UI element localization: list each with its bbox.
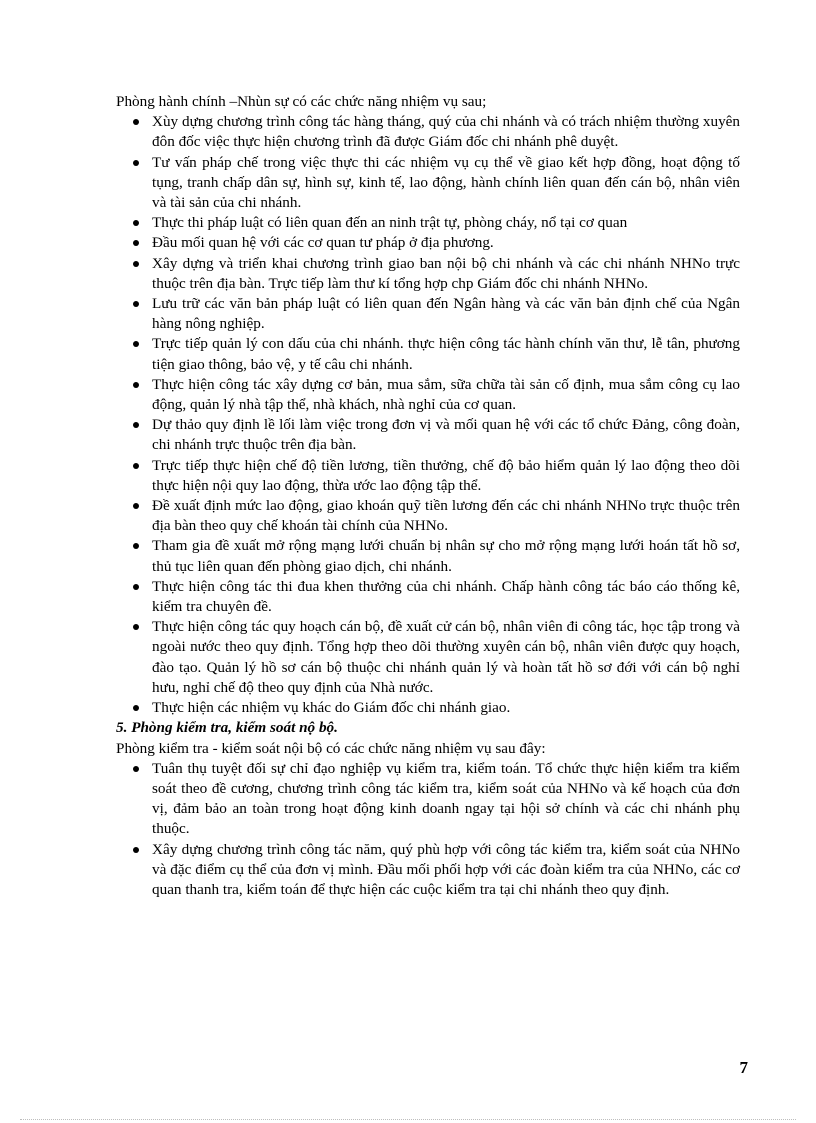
list-item: Xây dựng và triển khai chương trình giao ban nội bộ chi nhánh và các chi nhánh NHNo trực thuộc trên địa bàn. Trực tiếp làm thư kí tổng hợp chp Giám đốc chi nhánh NHNo. xyxy=(152,254,740,294)
list-item: Xùy dựng chương trình công tác hàng tháng, quý của chi nhánh và có trách nhiệm thường xuyên đôn đốc việc thực hiện chương trình đã được Giám đốc chi nhánh phê duyệt. xyxy=(152,112,740,152)
section-intro: Phòng hành chính –Nhùn sự có các chức năng nhiệm vụ sau; xyxy=(116,93,487,110)
list-item: Dự thảo quy định lề lối làm việc trong đơn vị và mối quan hệ với các tổ chức Đảng, công đoàn, chi nhánh trực thuộc trên địa bàn. xyxy=(152,415,740,455)
list-item: Thực thi pháp luật có liên quan đến an ninh trật tự, phòng cháy, nổ tại cơ quan xyxy=(152,213,740,233)
list-item: Trực tiếp quản lý con dấu của chi nhánh. thực hiện công tác hành chính văn thư, lễ tân, phương tiện giao thông, bảo vệ, y tế câu chi nhánh. xyxy=(152,334,740,374)
section-heading: 5. Phòng kiểm tra, kiểm soát nộ bộ. xyxy=(116,719,338,737)
list-item: Thực hiện các nhiệm vụ khác do Giám đốc chi nhánh giao. xyxy=(152,698,740,718)
duties-list-admin xyxy=(116,112,740,718)
page-content xyxy=(116,92,740,900)
list-item: Lưu trữ các văn bản pháp luật có liên quan đến Ngân hàng và các văn bản định chế của Ngân hàng nông nghiệp. xyxy=(152,294,740,334)
list-item: Thực hiện công tác thi đua khen thưởng của chi nhánh. Chấp hành công tác báo cáo thống kê, kiểm tra chuyên đề. xyxy=(152,577,740,617)
list-item: Đề xuất định mức lao động, giao khoán quỹ tiền lương đến các chi nhánh NHNo trực thuộc trên địa bàn theo quy chế khoán tài chính của NHNo. xyxy=(152,496,740,536)
section-intro-2: Phòng kiểm tra - kiểm soát nội bộ có các chức năng nhiệm vụ sau đây: xyxy=(116,739,546,757)
list-item: Đầu mối quan hệ với các cơ quan tư pháp ở địa phương. xyxy=(152,233,740,253)
list-item: Xây dựng chương trình công tác năm, quý phù hợp với công tác kiểm tra, kiểm soát của NHNo và đặc điểm cụ thể của đơn vị mình. Đầu mối phối hợp với các đoàn kiểm tra của NHNo, các cơ quan thanh tra, kiểm toán để thực hiện các cuộc kiểm tra tại chi nhánh theo quy định. xyxy=(152,840,740,901)
page-number: 7 xyxy=(739,1058,748,1077)
page-bottom-divider xyxy=(20,1119,796,1120)
duties-list-audit xyxy=(116,759,740,900)
list-item: Tư vấn pháp chế trong việc thực thi các nhiệm vụ cụ thể về giao kết hợp đồng, hoạt động tố tụng, tranh chấp dân sự, hình sự, kinh tế, lao động, hành chính liên quan đến cán bộ, nhân viên và tài sản của chi nhánh. xyxy=(152,153,740,214)
list-item: Tuân thụ tuyệt đối sự chỉ đạo nghiệp vụ kiểm tra, kiểm toán. Tổ chức thực hiện kiểm tra kiểm soát theo đề cương, chương trình công tác kiểm tra, kiểm soát của NHNo và kế hoạch của đơn vị, đảm bảo an toàn trong hoạt động kinh doanh ngay tại hội sở chính và các chi nhánh phụ thuộc. xyxy=(152,759,740,840)
list-item: Thực hiện công tác xây dựng cơ bản, mua sắm, sữa chữa tài sản cố định, mua sắm công cụ lao động, quản lý nhà tập thể, nhà khách, nhà nghỉ của cơ quan. xyxy=(152,375,740,415)
list-item: Thực hiện công tác quy hoạch cán bộ, đề xuất cử cán bộ, nhân viên đi công tác, học tập trong và ngoài nước theo quy định. Tổng hợp theo dõi thường xuyên cán bộ, nhân viên được quy hoạch, đào tạo. Quản lý hồ sơ cán bộ thuộc chi nhánh quản lý và hoàn tất hồ sơ đới với cán bộ nghỉ hưu, nghỉ chế độ theo quy định của Nhà nước. xyxy=(152,617,740,698)
list-item: Trực tiếp thực hiện chế độ tiền lương, tiền thưởng, chế độ bảo hiểm quản lý lao động theo dõi thực hiện nội quy lao động, thừa ước lao động tập thể. xyxy=(152,456,740,496)
list-item: Tham gia đề xuất mở rộng mạng lưới chuẩn bị nhân sự cho mở rộng mạng lưới hoán tất hồ sơ, thủ tục liên quan đến phòng giao dịch, chi nhánh. xyxy=(152,536,740,576)
